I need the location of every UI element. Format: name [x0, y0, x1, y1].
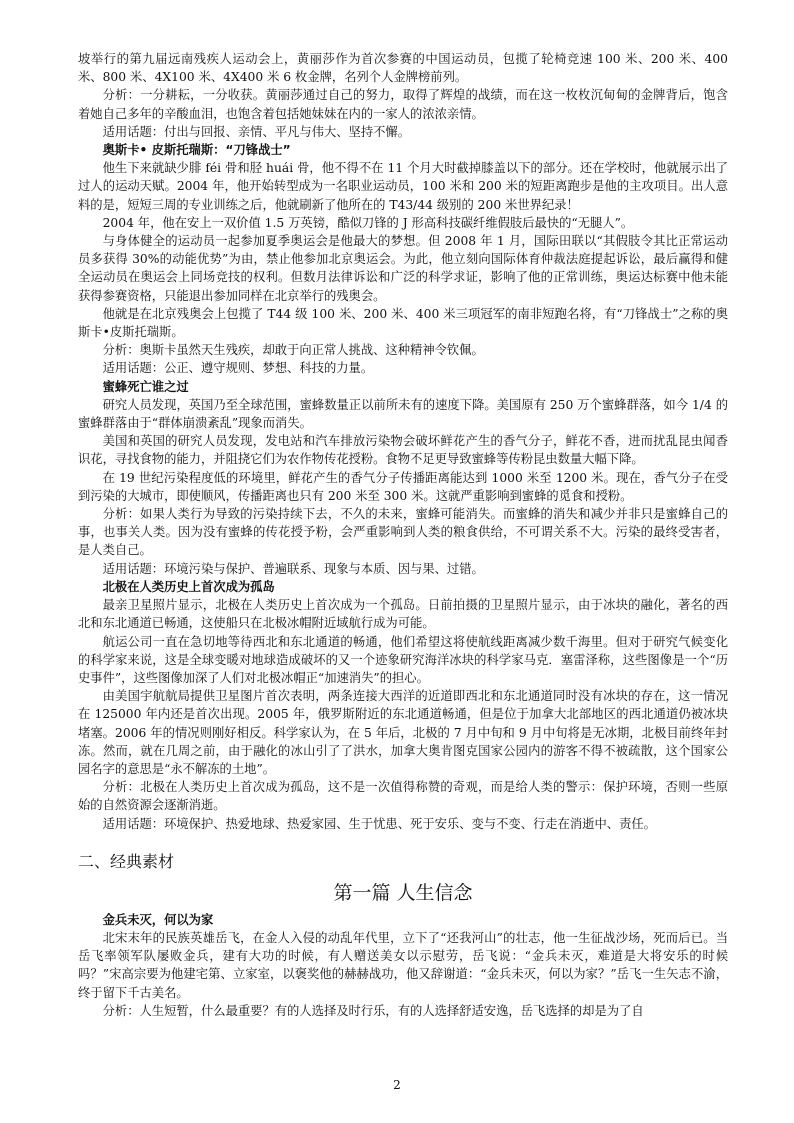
paragraph: 他生下来就缺少腓 féi 骨和胫 huái 骨，他不得不在 11 个月大时截掉膝盖以下的部分。还在学校时，他就展示出了过人的运动天赋。2004 年，他开始转型成为一名职业运动员，100 米和 200 米的短距离跑步是他的主攻项目。出人意料的是，短短三周的专业训练之后，他就刷新了他所在的 T43/44 级别的 200 米世界纪录！: [78, 161, 728, 212]
paragraph: 2004 年，他在安上一双价值 1.5 万英镑，酷似刀锋的 J 形高科技碳纤维假肢后最快的“无腿人”。: [102, 215, 634, 230]
chapter-heading: 第一篇 人生信念: [333, 881, 473, 904]
topics-paragraph: 适用话题：公正、遵守规则、梦想、科技的力量。: [102, 361, 374, 376]
analysis-paragraph: 分析：奥斯卡虽然天生残疾，却敢于向正常人挑战、这种精神令钦佩。: [102, 343, 484, 358]
paragraph: 由美国宇航航局提供卫星图片首次表明，两条连接大西洋的近道即西北和东北通道同时没有冰块的存在，这一情况在 125000 年内还是首次出现。2005 年，俄罗斯附近的东北通道畅通，但是位于加拿大北部地区的西北通道仍被冰块堵塞。2006 年的情况则刚好相反。科学家认为，在 5 年后，北极的 7 月中旬和 9 月中旬将是无冰期，北极目前终年封冻。然而，就在几周之前，由于融化的冰山引了了洪水，加拿大奥肯图克国家公园内的游客不得不被疏散，这个国家公园名字的意思是“永不解冻的土地”。: [78, 689, 728, 776]
paragraph: 北宋末年的民族英雄岳飞，在金人入侵的动乱年代里，立下了“还我河山”的壮志，他一生征战沙场，死而后已。当岳飞率领军队屡败金兵，建有大功的时候，有人赠送美女以示慰劳，岳飞说：“金兵未灭，难道是大将安乐的时候吗？”宋高宗要为他建宅第、立家室，以褒奖他的赫赫战功，他又辞谢道：“金兵未灭，何以为家？”岳飞一生矢志不渝，终于留下千古美名。: [78, 930, 728, 1000]
paragraph: 在 19 世纪污染程度低的环境里，鲜花产生的香气分子传播距离能达到 1000 米至 1200 米。现在，香气分子在受到污染的大城市，即使顺风，传播距离也只有 200 米至 300 米。这就严重影响到蜜蜂的觅食和授粉。: [78, 470, 728, 503]
topics-paragraph: 适用话题：环境保护、热爱地球、热爱家园、生于忧患、死于安乐、变与不变、行走在消逝中、责任。: [102, 816, 656, 831]
analysis-paragraph: 分析：北极在人类历史上首次成为孤岛，这不是一次值得称赞的奇观，而是给人类的警示：保护环境，否则一些原始的自然资源会逐渐消逝。: [78, 780, 728, 813]
analysis-paragraph: 分析：如果人类行为导致的污染持续下去，不久的未来，蜜蜂可能消失。而蜜蜂的消失和减少并非只是蜜蜂自己的事，也事关人类。因为没有蜜蜂的传花授予粉，会严重影响到人类的粮食供给，不可谓关系不大。污染的最终受害者，是人类自己。: [78, 507, 728, 558]
topics-paragraph: 适用话题：环境污染与保护、普遍联系、现象与本质、因与果、过错。: [102, 561, 484, 576]
article-title: 北极在人类历史上首次成为孤岛: [102, 579, 275, 594]
paragraph: 最亲卫星照片显示，北极在人类历史上首次成为一个孤岛。日前拍摄的卫星照片显示，由于冰块的融化，著名的西北和东北通道已畅通，这使船只在北极冰帽附近域航行成为可能。: [78, 598, 728, 631]
paragraph: 他就是在北京残奥会上包揽了 T44 级 100 米、200 米、400 米三项冠军的南非短跑名将，有“刀锋战士”之称的奥斯卡•皮斯托瑞斯。: [78, 306, 728, 340]
article-title: 蜜蜂死亡谁之过: [102, 379, 189, 394]
topics-paragraph: 适用话题：付出与回报、亲情、平凡与伟大、坚持不懈。: [102, 124, 411, 139]
article-title: 金兵未灭，何以为家: [102, 912, 214, 927]
section-heading: 二、经典素材: [78, 851, 175, 871]
paragraph: 航运公司一直在急切地等待西北和东北通道的畅通，他们希望这将使航线距离减少数千海里。但对于研究气候变化的科学家来说，这是全球变暖对地球造成破坏的又一个迹象研究海洋冰块的科学家马克．塞雷泽称，这些图像是一个“历史事件”，这些图像加深了人们对北极冰帽正“加速消失”的担心。: [78, 634, 728, 685]
page-number: 2: [393, 1078, 401, 1092]
paragraph: 研究人员发现，英国乃至全球范围，蜜蜂数量正以前所未有的速度下降。美国原有 250 万个蜜蜂群落，如今 1/4 的蜜蜂群落由于“群体崩溃紊乱”现象而消失。: [78, 397, 728, 431]
paragraph: 与身体健全的运动员一起参加夏季奥运会是他最大的梦想。但 2008 年 1 月，国际田联以“其假肢令其比正常运动员多获得 30%的动能优势”为由，禁止他参加北京奥运会。为此，他立刻向国际体育仲裁法庭提起诉讼，最后赢得和健全运动员在奥运会上同场竞技的权利。但数月法律诉讼和广泛的科学求证，影响了他的正常训练，奥运达标赛中他未能获得参赛资格，只能退出参加同样在北京举行的残奥会。: [78, 234, 728, 303]
document-page: [78, 50, 728, 1020]
paragraph: 美国和英国的研究人员发现，发电站和汽车排放污染物会破坏鲜花产生的香气分子，鲜花不香，进而扰乱昆虫闻香识花，寻找食物的能力，并阻挠它们为农作物传花授粉。食物不足更导致蜜蜂等传粉昆虫数量大幅下降。: [78, 434, 728, 467]
article-title: 奥斯卡• 皮斯托瑞斯：“刀锋战士”: [102, 143, 291, 158]
paragraph: 坡举行的第九届远南残疾人运动会上，黄丽莎作为首次参赛的中国运动员，包揽了轮椅竞速 100 米、200 米、400 米、800 米、4X100 米、4X400 米 6 枚金牌，名列个人金牌榜前列。: [78, 52, 728, 85]
analysis-paragraph: 分析：人生短暂，什么最重要？有的人选择及时行乐，有的人选择舒适安逸，岳飞选择的却是为了自: [102, 1003, 644, 1018]
analysis-paragraph: 分析：一分耕耘，一分收获。黄丽莎通过自己的努力，取得了辉煌的战绩，而在这一枚枚沉甸甸的金牌背后，饱含着她自己多年的辛酸血泪，也饱含着包括她妹妹在内的一家人的浓浓亲情。: [78, 88, 728, 121]
